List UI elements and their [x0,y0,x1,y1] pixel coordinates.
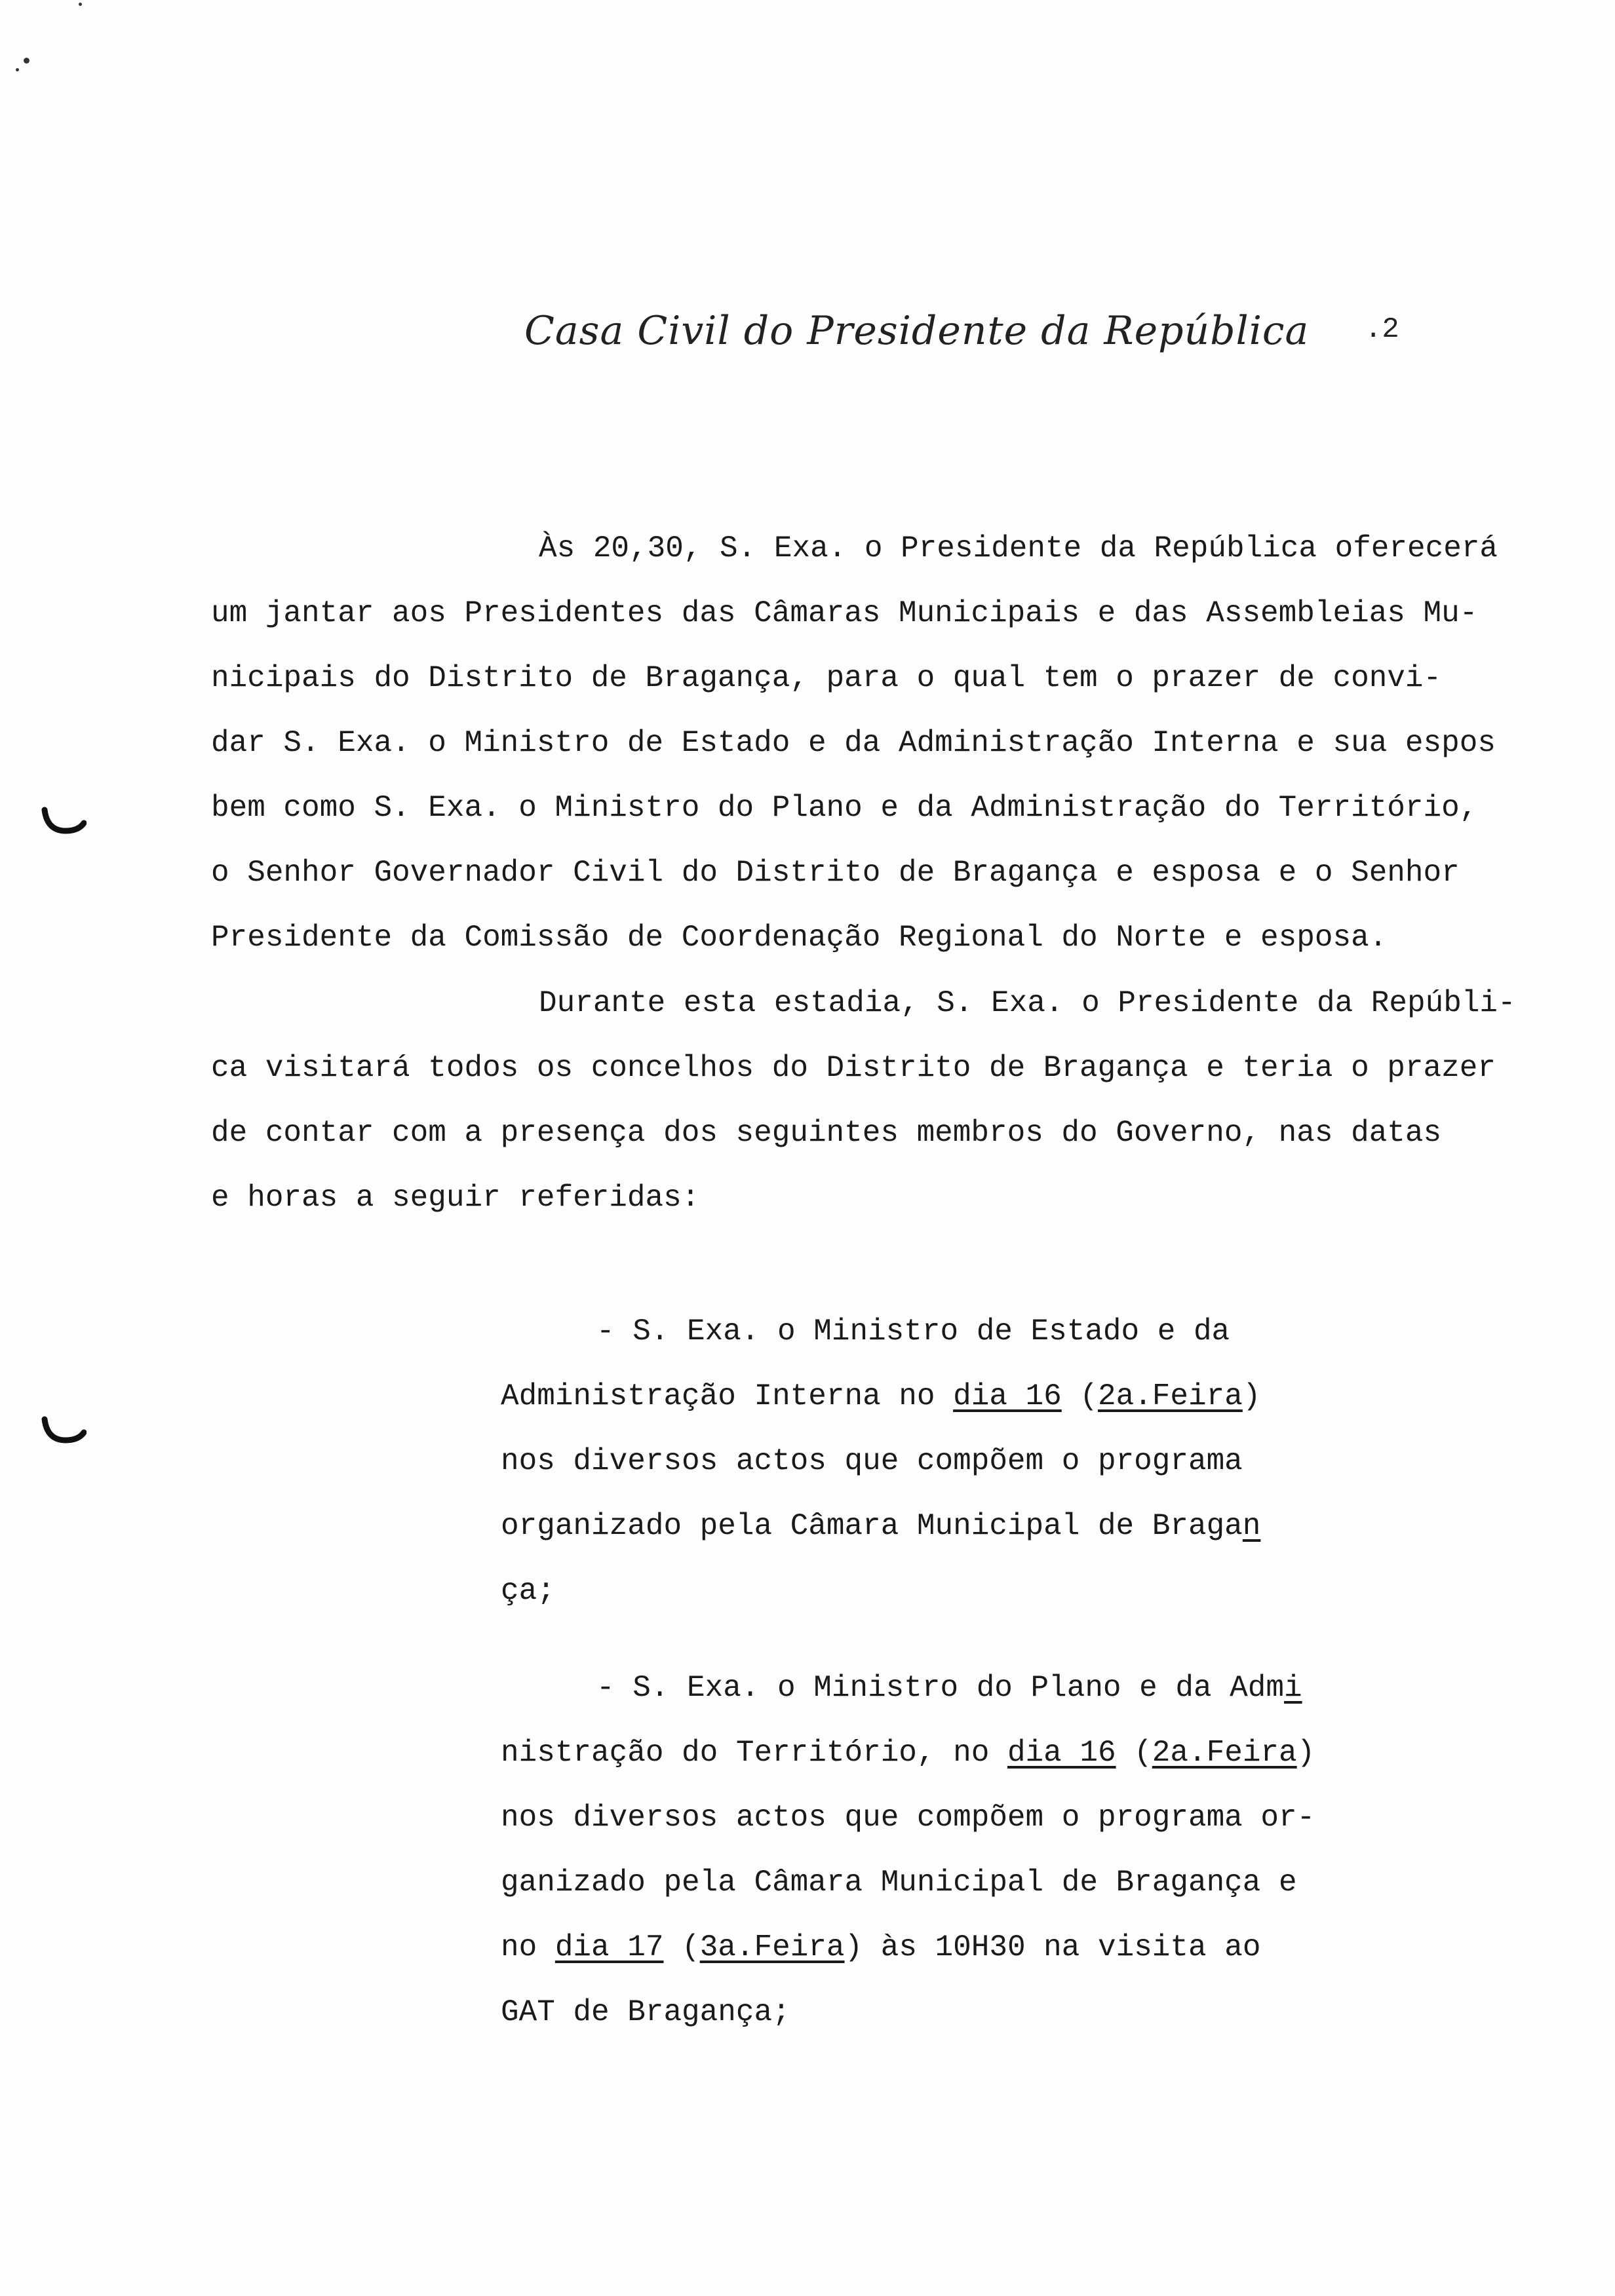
text-segment: ) [1296,1736,1315,1770]
list-item-2-line: GAT de Bragança; [501,1995,790,2029]
list-item-2-line [501,1932,1260,1962]
list-item-2-line [501,1738,1315,1768]
list-item-2-line: nos diversos actos que compõem o programa or- [501,1801,1315,1835]
paragraph-1-line: o Senhor Governador Civil do Distrito de Bragança e esposa e o Senhor [211,856,1460,890]
text-segment: ) [1242,1379,1261,1413]
text-segment: ) às 10H30 na visita ao [844,1930,1261,1964]
text-segment: Administração Interna no [501,1379,954,1413]
binder-hole-mark [41,806,87,835]
list-item-1-line [501,1381,1260,1411]
underlined-date: dia 16 [953,1379,1062,1413]
underlined-weekday: 3a.Feira [699,1930,845,1964]
underlined-date: dia 17 [555,1930,664,1964]
list-item-1-line: - S. Exa. o Ministro de Estado e da [596,1314,1230,1349]
paragraph-1-line: dar S. Exa. o Ministro de Estado e da Administração Interna e sua espos [211,726,1496,760]
paragraph-2-line: Durante esta estadia, S. Exa. o Presidente da Repúbli- [539,986,1516,1020]
list-item-1-line: nos diversos actos que compõem o programa [501,1444,1243,1478]
scan-speck [24,58,29,64]
text-segment: nistração do Território, no [501,1736,1007,1770]
underlined-date: dia 16 [1007,1736,1116,1770]
paragraph-1-line: bem como S. Exa. o Ministro do Plano e da Administração do Território, [211,791,1478,825]
scan-speck [16,68,19,71]
paragraph-1-line: Às 20,30, S. Exa. o Presidente da República oferecerá [539,531,1498,565]
paragraph-2-line: de contar com a presença dos seguintes membros do Governo, nas datas [211,1116,1442,1150]
text-segment: ( [1061,1379,1098,1413]
underlined-char: i [1283,1671,1302,1705]
list-item-2-line [596,1673,1302,1703]
paragraph-1-line: um jantar aos Presidentes das Câmaras Municipais e das Assembleias Mu- [211,596,1478,630]
underlined-char: n [1242,1509,1261,1543]
paragraph-2-line: e horas a seguir referidas: [211,1181,700,1215]
binder-hole-mark [41,1415,87,1444]
text-segment: ( [1116,1736,1152,1770]
paragraph-2-line: ca visitará todos os concelhos do Distrito de Bragança e teria o prazer [211,1051,1496,1085]
text-segment: no [501,1930,555,1964]
underlined-weekday: 2a.Feira [1097,1379,1243,1413]
paragraph-1-line: nicipais do Distrito de Bragança, para o qual tem o prazer de convi- [211,661,1442,695]
list-item-2-line: ganizado pela Câmara Municipal de Bragança e [501,1866,1297,1900]
paragraph-1-line: Presidente da Comissão de Coordenação Regional do Norte e esposa. [211,921,1388,955]
text-segment: organizado pela Câmara Municipal de Braga [501,1509,1243,1543]
page-number: .2 [1365,313,1399,346]
text-segment: ( [663,1930,700,1964]
underlined-weekday: 2a.Feira [1152,1736,1297,1770]
list-item-1-line: ça; [501,1574,555,1608]
scan-speck [79,3,82,6]
text-segment: - S. Exa. o Ministro do Plano e da Adm [596,1671,1284,1705]
list-item-1-line [501,1511,1260,1541]
letterhead: Casa Civil do Presidente da República [524,308,1310,354]
